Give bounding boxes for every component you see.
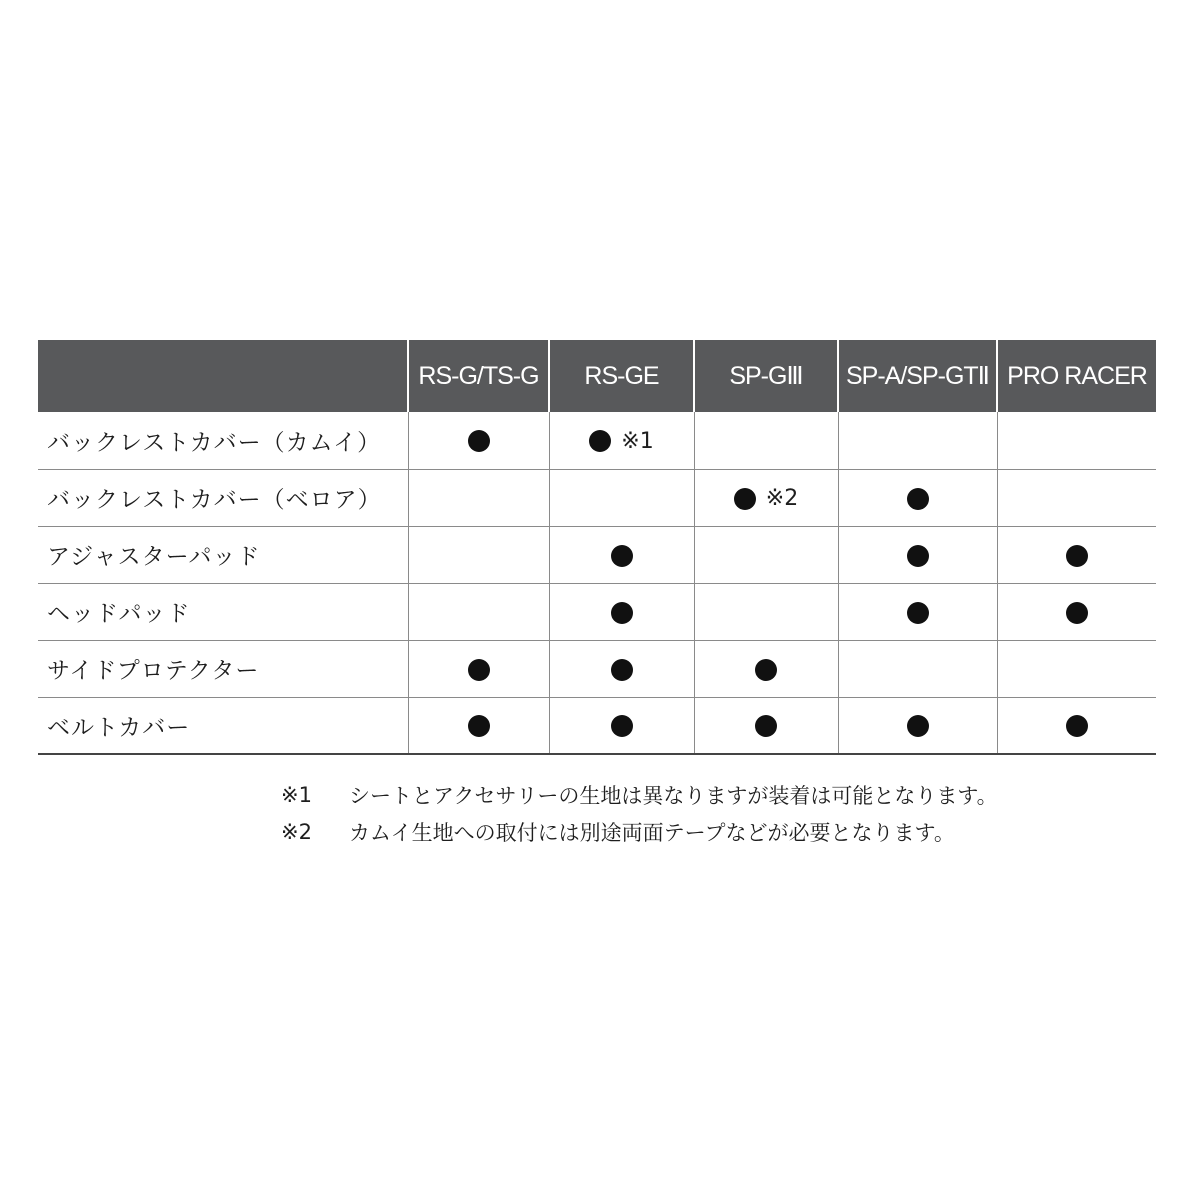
column-header: PRO RACER [997, 340, 1156, 412]
table-row [38, 583, 1156, 640]
row-label: バックレストカバー（ベロア） [38, 469, 408, 526]
note-mark: ※2 [765, 486, 799, 511]
header-corner-cell [38, 340, 408, 412]
column-header: SP-A/SP-GTⅡ [838, 340, 997, 412]
compatible-dot-icon [468, 715, 490, 737]
compat-cell [408, 469, 549, 526]
compat-cell [549, 583, 694, 640]
compat-cell [997, 412, 1156, 469]
compat-cell [549, 640, 694, 697]
compat-cell [838, 640, 997, 697]
footnote-2 [281, 813, 1181, 850]
footnote-1 [281, 776, 1181, 813]
compat-cell [838, 526, 997, 583]
row-label: ヘッドパッド [38, 583, 408, 640]
footnote-text: カムイ生地への取付には別途両面テープなどが必要となります。 [349, 820, 955, 845]
compat-cell [694, 412, 838, 469]
compatible-dot-icon [611, 545, 633, 567]
footnote-text: シートとアクセサリーの生地は異なりますが装着は可能となります。 [349, 783, 998, 808]
compat-cell [694, 697, 838, 754]
compatible-dot-icon [907, 602, 929, 624]
footnotes [281, 776, 1181, 850]
compatible-dot-icon [907, 715, 929, 737]
column-header: RS-G/TS-G [408, 340, 549, 412]
compat-cell [838, 469, 997, 526]
compatible-dot-icon [589, 430, 611, 452]
table-row [38, 469, 1156, 526]
table-row [38, 697, 1156, 754]
compat-cell [408, 697, 549, 754]
note-mark: ※1 [621, 428, 654, 454]
row-label: サイドプロテクター [38, 640, 408, 697]
table-row [38, 526, 1156, 583]
compatible-dot-icon [611, 602, 633, 624]
compat-cell [997, 583, 1156, 640]
row-label: バックレストカバー（カムイ） [47, 429, 382, 456]
compatible-dot-icon [1066, 602, 1088, 624]
compat-cell [408, 640, 549, 697]
compat-cell [838, 697, 997, 754]
footnote-mark: ※2 [281, 819, 312, 844]
compat-cell [997, 697, 1156, 754]
compat-cell [408, 412, 549, 469]
compat-cell [549, 469, 694, 526]
compat-cell [694, 640, 838, 697]
compat-cell [549, 526, 694, 583]
footnote-mark: ※1 [281, 782, 312, 807]
compatible-dot-icon [907, 488, 929, 510]
compatible-dot-icon [1066, 545, 1088, 567]
compatible-dot-icon [468, 659, 490, 681]
row-label: アジャスターパッド [38, 526, 408, 583]
table-header-row [38, 340, 1156, 412]
compatible-dot-icon [734, 488, 756, 510]
compat-cell [997, 469, 1156, 526]
compatible-dot-icon [611, 715, 633, 737]
compatible-dot-icon [611, 659, 633, 681]
compat-cell [549, 697, 694, 754]
compatible-dot-icon [1066, 715, 1088, 737]
compat-cell [997, 640, 1156, 697]
compat-cell [997, 526, 1156, 583]
table-row [38, 412, 1156, 469]
compat-cell [694, 469, 838, 526]
compatible-dot-icon [755, 659, 777, 681]
table-row [38, 640, 1156, 697]
compat-cell [408, 526, 549, 583]
compat-cell [838, 583, 997, 640]
table-body [38, 412, 1156, 754]
compat-cell [694, 526, 838, 583]
column-header: RS-GE [549, 340, 694, 412]
compat-cell [694, 583, 838, 640]
compatible-dot-icon [907, 545, 929, 567]
compatible-dot-icon [755, 715, 777, 737]
compatibility-table [38, 340, 1156, 755]
compatible-dot-icon [468, 430, 490, 452]
row-label: ベルトカバー [38, 697, 408, 754]
compat-cell [408, 583, 549, 640]
compat-cell [549, 412, 694, 469]
column-header: SP-GⅢ [694, 340, 838, 412]
compat-cell [838, 412, 997, 469]
